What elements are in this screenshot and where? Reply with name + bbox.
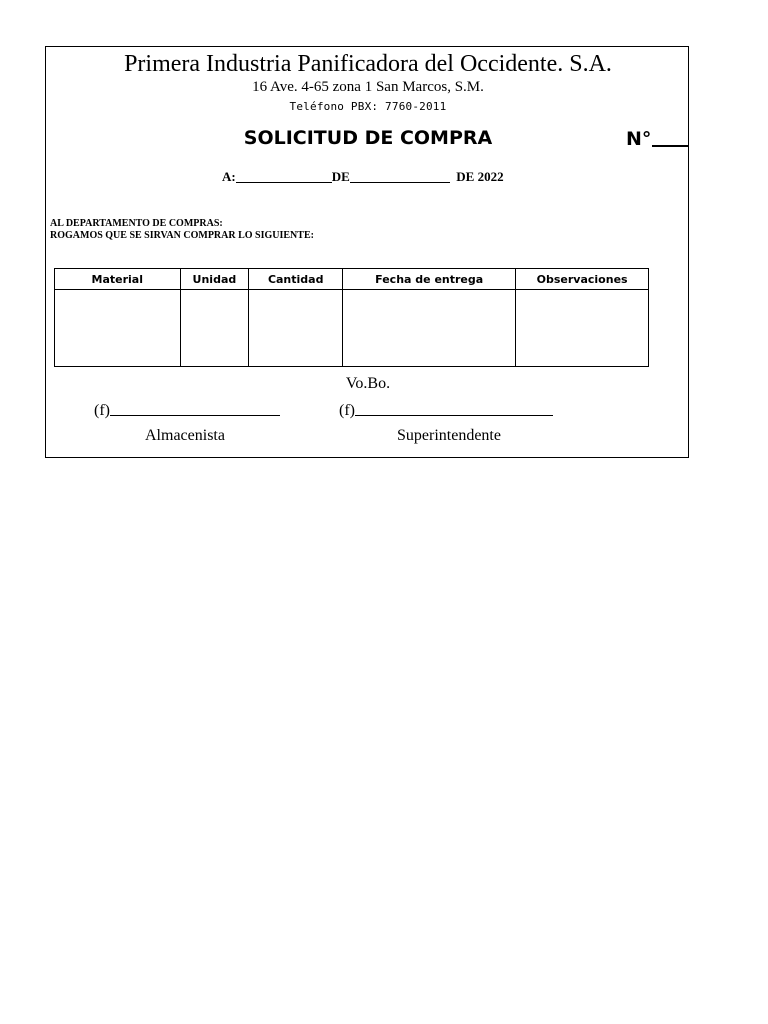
company-address: 16 Ave. 4-65 zona 1 San Marcos, S.M. bbox=[252, 79, 484, 95]
form-number bbox=[626, 127, 688, 150]
department-line-1: AL DEPARTAMENTO DE COMPRAS: bbox=[50, 218, 223, 229]
signature-line-almacenista[interactable] bbox=[110, 401, 280, 416]
company-phone: Teléfono PBX: 7760-2011 bbox=[289, 100, 447, 113]
date-suffix: DE 2022 bbox=[456, 169, 504, 184]
signature-prefix-1: (f) bbox=[94, 402, 110, 419]
date-middle: DE bbox=[331, 169, 350, 184]
cell-fecha-entrega[interactable] bbox=[343, 290, 516, 367]
col-material: Material bbox=[55, 269, 181, 290]
company-name: Primera Industria Panificadora del Occidente. S.A. bbox=[124, 51, 612, 77]
date-line bbox=[222, 169, 504, 185]
items-table-header bbox=[55, 269, 649, 290]
cell-cantidad[interactable] bbox=[249, 290, 343, 367]
cell-unidad[interactable] bbox=[180, 290, 249, 367]
department-line-2: ROGAMOS QUE SE SIRVAN COMPRAR LO SIGUIENTE: bbox=[50, 230, 314, 241]
col-cantidad: Cantidad bbox=[249, 269, 343, 290]
signature-superintendente bbox=[339, 401, 553, 420]
form-number-blank[interactable] bbox=[652, 127, 688, 147]
table-row bbox=[55, 290, 649, 367]
role-superintendente: Superintendente bbox=[397, 427, 501, 444]
items-table bbox=[54, 268, 649, 367]
form-number-label: N° bbox=[626, 128, 652, 150]
signature-almacenista bbox=[94, 401, 280, 420]
form-title: SOLICITUD DE COMPRA bbox=[243, 127, 493, 149]
cell-observaciones[interactable] bbox=[516, 290, 649, 367]
signature-line-superintendente[interactable] bbox=[355, 401, 553, 416]
date-prefix: A: bbox=[222, 169, 236, 184]
vobo-label: Vo.Bo. bbox=[345, 375, 391, 392]
department-note bbox=[50, 218, 314, 242]
date-day-blank[interactable] bbox=[236, 170, 332, 183]
col-observaciones: Observaciones bbox=[516, 269, 649, 290]
role-almacenista: Almacenista bbox=[145, 427, 225, 444]
signature-prefix-2: (f) bbox=[339, 402, 355, 419]
col-unidad: Unidad bbox=[180, 269, 249, 290]
date-month-blank[interactable] bbox=[350, 170, 450, 183]
col-fecha-entrega: Fecha de entrega bbox=[343, 269, 516, 290]
cell-material[interactable] bbox=[55, 290, 181, 367]
purchase-request-form bbox=[45, 46, 689, 458]
